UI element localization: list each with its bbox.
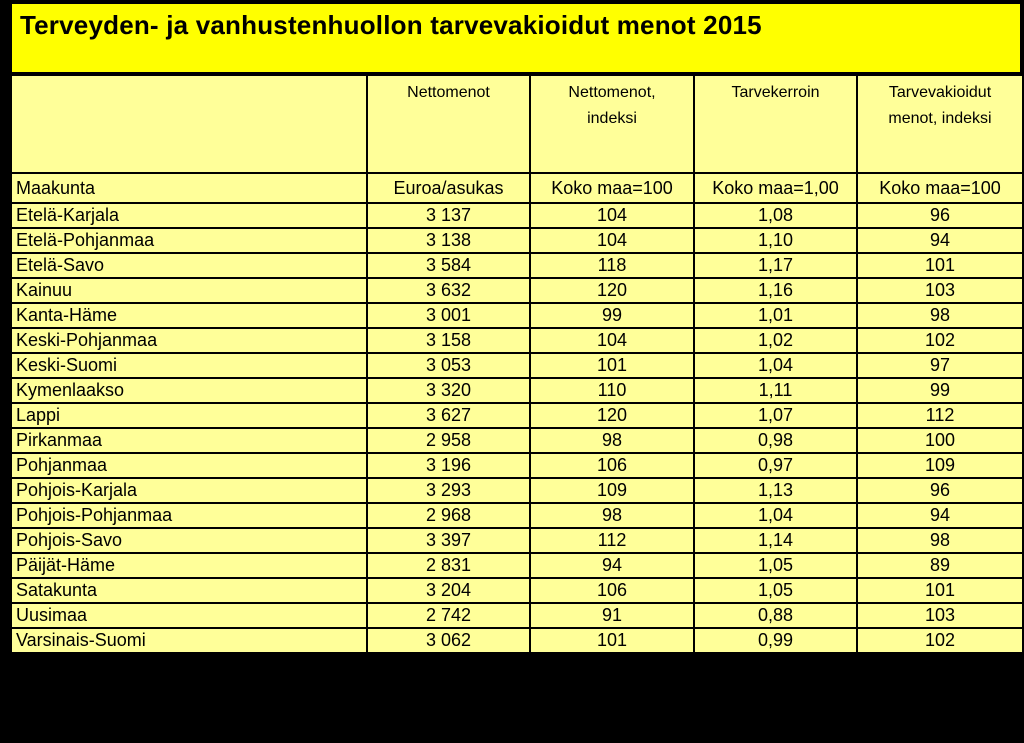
value-cell: 98 [857,528,1023,553]
table-row [11,628,1023,653]
value-cell: 1,05 [694,553,857,578]
data-table [10,74,1024,654]
value-cell: 101 [857,578,1023,603]
units-row [11,173,1023,203]
region-cell: Kainuu [11,278,367,303]
value-cell: 2 958 [367,428,530,453]
value-cell: 103 [857,278,1023,303]
region-cell: Keski-Suomi [11,353,367,378]
value-cell: 2 968 [367,503,530,528]
value-cell: 3 584 [367,253,530,278]
region-cell: Pohjois-Karjala [11,478,367,503]
value-cell: 112 [857,403,1023,428]
region-cell: Etelä-Savo [11,253,367,278]
value-cell: 3 204 [367,578,530,603]
value-cell: 1,16 [694,278,857,303]
table-row [11,503,1023,528]
value-cell: 3 397 [367,528,530,553]
value-cell: 109 [530,478,694,503]
region-cell: Uusimaa [11,603,367,628]
value-cell: 91 [530,603,694,628]
table-row [11,353,1023,378]
value-cell: 94 [530,553,694,578]
table-row [11,378,1023,403]
value-cell: 2 831 [367,553,530,578]
region-cell: Kymenlaakso [11,378,367,403]
title-band [10,2,1022,74]
value-cell: 1,17 [694,253,857,278]
header-cell-nettomenot-indeksi: Nettomenot, indeksi [530,75,694,173]
value-cell: 3 320 [367,378,530,403]
value-cell: 89 [857,553,1023,578]
value-cell: 1,10 [694,228,857,253]
value-cell: 1,02 [694,328,857,353]
value-cell: 98 [857,303,1023,328]
region-cell: Keski-Pohjanmaa [11,328,367,353]
header-cell-tarvekerroin: Tarvekerroin [694,75,857,173]
page-title: Terveyden- ja vanhustenhuollon tarvevakioidut menot 2015 [20,10,762,40]
region-cell: Kanta-Häme [11,303,367,328]
value-cell: 1,11 [694,378,857,403]
value-cell: 97 [857,353,1023,378]
region-cell: Etelä-Karjala [11,203,367,228]
value-cell: 120 [530,278,694,303]
header-row [11,75,1023,173]
table-row [11,253,1023,278]
value-cell: 3 138 [367,228,530,253]
region-cell: Satakunta [11,578,367,603]
value-cell: 3 158 [367,328,530,353]
value-cell: 1,14 [694,528,857,553]
region-cell: Varsinais-Suomi [11,628,367,653]
value-cell: 120 [530,403,694,428]
value-cell: 96 [857,203,1023,228]
value-cell: 1,08 [694,203,857,228]
value-cell: 0,97 [694,453,857,478]
region-cell: Pohjois-Pohjanmaa [11,503,367,528]
header-cell-nettomenot: Nettomenot [367,75,530,173]
value-cell: 0,99 [694,628,857,653]
value-cell: 3 627 [367,403,530,428]
spreadsheet [10,2,1022,654]
units-cell-maakunta: Maakunta [11,173,367,203]
value-cell: 98 [530,428,694,453]
value-cell: 106 [530,578,694,603]
value-cell: 100 [857,428,1023,453]
region-cell: Lappi [11,403,367,428]
value-cell: 103 [857,603,1023,628]
value-cell: 3 293 [367,478,530,503]
table-row [11,403,1023,428]
value-cell: 112 [530,528,694,553]
table-row [11,553,1023,578]
table-row [11,328,1023,353]
region-cell: Päijät-Häme [11,553,367,578]
table-row [11,578,1023,603]
table-row [11,278,1023,303]
units-cell: Koko maa=1,00 [694,173,857,203]
value-cell: 1,05 [694,578,857,603]
value-cell: 102 [857,628,1023,653]
value-cell: 106 [530,453,694,478]
value-cell: 3 001 [367,303,530,328]
table-row [11,528,1023,553]
table-row [11,603,1023,628]
value-cell: 2 742 [367,603,530,628]
table-row [11,228,1023,253]
value-cell: 94 [857,228,1023,253]
value-cell: 1,07 [694,403,857,428]
table-row [11,428,1023,453]
value-cell: 99 [530,303,694,328]
units-cell: Koko maa=100 [530,173,694,203]
units-cell: Euroa/asukas [367,173,530,203]
value-cell: 109 [857,453,1023,478]
value-cell: 102 [857,328,1023,353]
region-cell: Etelä-Pohjanmaa [11,228,367,253]
value-cell: 104 [530,328,694,353]
value-cell: 3 062 [367,628,530,653]
value-cell: 98 [530,503,694,528]
value-cell: 0,98 [694,428,857,453]
table-row [11,303,1023,328]
value-cell: 94 [857,503,1023,528]
value-cell: 1,04 [694,503,857,528]
value-cell: 104 [530,203,694,228]
value-cell: 1,01 [694,303,857,328]
table-row [11,203,1023,228]
region-cell: Pohjois-Savo [11,528,367,553]
header-cell [11,75,367,173]
value-cell: 3 196 [367,453,530,478]
value-cell: 101 [857,253,1023,278]
value-cell: 118 [530,253,694,278]
value-cell: 1,04 [694,353,857,378]
value-cell: 101 [530,628,694,653]
value-cell: 1,13 [694,478,857,503]
value-cell: 3 632 [367,278,530,303]
value-cell: 96 [857,478,1023,503]
region-cell: Pirkanmaa [11,428,367,453]
header-cell-tarvevakioidut: Tarvevakioidut menot, indeksi [857,75,1023,173]
value-cell: 3 137 [367,203,530,228]
table-row [11,453,1023,478]
value-cell: 3 053 [367,353,530,378]
units-cell: Koko maa=100 [857,173,1023,203]
value-cell: 110 [530,378,694,403]
value-cell: 101 [530,353,694,378]
value-cell: 104 [530,228,694,253]
value-cell: 0,88 [694,603,857,628]
value-cell: 99 [857,378,1023,403]
region-cell: Pohjanmaa [11,453,367,478]
table-row [11,478,1023,503]
